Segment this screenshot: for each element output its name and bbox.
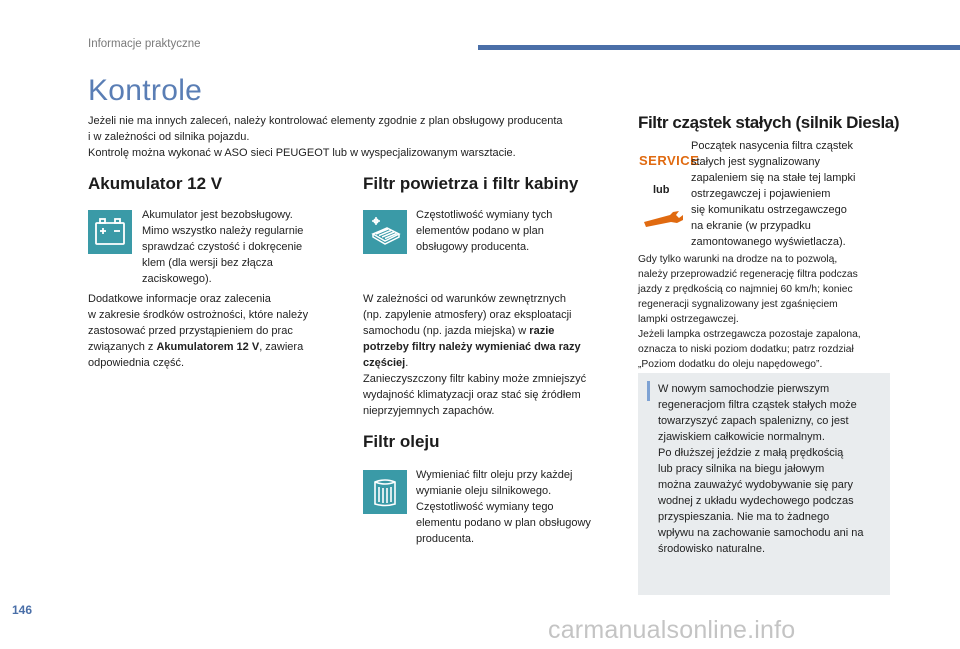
text-line [363, 323, 618, 339]
text-line: elementów podano w plan [416, 225, 544, 237]
oil-filter-icon [363, 470, 407, 514]
text-line: oznacza to niski poziom dodatku; patrz rozdział [638, 344, 854, 355]
text-line: zastosować przed przystąpieniem do prac [88, 325, 293, 337]
text-line: wodnej z układu wydechowego podczas [658, 495, 854, 507]
text-line: towarzyszyć zapach spalenizny, co jest [658, 415, 849, 427]
text-fragment: , zawiera [259, 341, 304, 353]
dpf-heading: Filtr cząstek stałych (silnik Diesla) [638, 113, 900, 132]
intro-line: Jeżeli nie ma innych zaleceń, należy kontrolować elementy zgodnie z plan obsługowy producenta [88, 115, 563, 127]
bold-text: potrzeby filtry należy wymieniać dwa razy [363, 341, 581, 353]
text-line: jazdy z prędkością co najmniej 60 km/h; koniec [638, 284, 853, 295]
text-line: Częstotliwość wymiany tego [416, 501, 554, 513]
battery-heading: Akumulator 12 V [88, 174, 223, 193]
text-line: środowisko naturalne. [658, 543, 766, 555]
text-line: Częstotliwość wymiany tych [416, 209, 553, 221]
text-line: na ekranie (w przypadku [691, 220, 811, 232]
text-line: zaciskowego). [142, 273, 212, 285]
battery-text [142, 207, 342, 287]
text-line: Jeżeli lampka ostrzegawcza pozostaje zapalona, [638, 329, 861, 340]
text-line: należy przeprowadzić regenerację filtra podczas [638, 269, 858, 280]
bold-text: razie [529, 325, 555, 337]
air-filter-body [363, 291, 618, 419]
text-line: można zauważyć wydobywanie się pary [658, 479, 854, 491]
text-line: stałych jest sygnalizowany [691, 156, 821, 168]
or-label: lub [653, 184, 670, 196]
text-line: producenta. [416, 533, 475, 545]
watermark: carmanualsonline.info [548, 616, 796, 644]
text-line: ostrzegawczej i pojawieniem [691, 188, 831, 200]
page-title: Kontrole [88, 74, 203, 107]
text-line: regeneracjom filtra cząstek stałych może [658, 399, 857, 411]
intro-line: Kontrolę można wykonać w ASO sieci PEUGEOT lub w wyspecjalizowanym warsztacie. [88, 147, 516, 159]
text-line: regeneracji sygnalizowany jest zgaśnięciem [638, 299, 838, 310]
text-line: w zakresie środków ostrożności, które należy [88, 309, 309, 321]
intro-text [88, 113, 613, 161]
text-line: Wymieniać filtr oleju przy każdej [416, 469, 573, 481]
text-line: „Poziom dodatku do oleju napędowego”. [638, 359, 823, 370]
note-text [658, 381, 884, 557]
cabin-filter-icon [363, 210, 407, 254]
text-line [363, 339, 618, 355]
battery-more-text [88, 291, 348, 371]
text-fragment: związanych z [88, 341, 157, 353]
text-line: sprawdzać czystość i dokręcenie [142, 241, 303, 253]
text-line: Po dłuższej jeździe z małą prędkością [658, 447, 844, 459]
text-line: Zanieczyszczony filtr kabiny może zmniejszyć [363, 373, 587, 385]
dpf-body [638, 252, 893, 372]
text-line: W zależności od warunków zewnętrznych [363, 293, 566, 305]
wrench-icon [640, 208, 688, 228]
text-line: Gdy tylko warunki na drodze na to pozwolą, [638, 254, 838, 265]
service-warning-icon: SERVICE [639, 153, 700, 168]
text-line: klem (dla wersji bez złącza [142, 257, 273, 269]
text-line: przyspieszania. Nie ma to żadnego [658, 511, 830, 523]
intro-line: i w zależności od silnika pojazdu. [88, 131, 250, 143]
text-line [363, 355, 618, 371]
text-line: zjawiskiem całkowicie normalnym. [658, 431, 825, 443]
text-line: zapaleniem się na stałe tej lampki [691, 172, 856, 184]
text-line: Początek nasycenia filtra cząstek [691, 140, 854, 152]
text-line: (np. zapylenie atmosfery) oraz eksploatacji [363, 309, 572, 321]
info-note-box [638, 373, 890, 595]
text-line: Akumulator jest bezobsługowy. [142, 209, 293, 221]
page-number: 146 [12, 603, 33, 617]
text-line: W nowym samochodzie pierwszym [658, 383, 830, 395]
text-line: wymianie oleju silnikowego. [416, 485, 552, 497]
text-line [88, 339, 348, 355]
bold-text: częściej [363, 357, 406, 369]
text-line: wpływu na zachowanie samochodu ani na [658, 527, 864, 539]
header-accent-bar [478, 45, 960, 50]
air-filter-text [416, 207, 616, 255]
text-line: obsługowy producenta. [416, 241, 530, 253]
text-line: lub pracy silnika na biegu jałowym [658, 463, 825, 475]
text-line: zamontowanego wyświetlacza). [691, 236, 846, 248]
oil-filter-heading: Filtr oleju [363, 432, 440, 451]
info-icon [647, 381, 650, 401]
oil-filter-text [416, 467, 616, 547]
text-line: lampki ostrzegawczej. [638, 314, 739, 325]
text-fragment: samochodu (np. jazda miejska) w [363, 325, 530, 337]
text-line: odpowiednia część. [88, 357, 185, 369]
text-line: elementu podano w plan obsługowy [416, 517, 591, 529]
dpf-text [691, 138, 886, 250]
battery-link-bold: Akumulatorem 12 V [156, 341, 260, 353]
text-line: się komunikatu ostrzegawczego [691, 204, 847, 216]
text-fragment: . [405, 357, 409, 369]
section-label: Informacje praktyczne [88, 38, 201, 50]
text-line: Mimo wszystko należy regularnie [142, 225, 304, 237]
battery-icon [88, 210, 132, 254]
text-line: Dodatkowe informacje oraz zalecenia [88, 293, 271, 305]
text-line: wydajność klimatyzacji oraz stać się źródłem [363, 389, 581, 401]
text-line: nieprzyjemnych zapachów. [363, 405, 495, 417]
air-filter-heading: Filtr powietrza i filtr kabiny [363, 174, 579, 193]
